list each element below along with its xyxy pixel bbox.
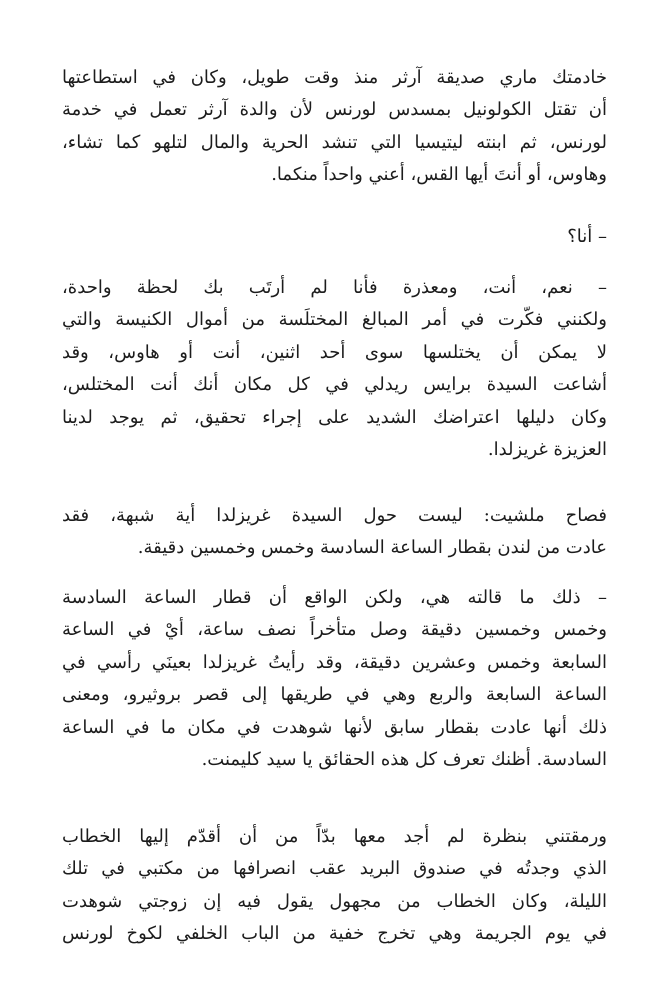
text-line: ذلك أنها عادت بقطار سابق لأنها شوهدت في مكان ما في الساعة: [62, 716, 607, 738]
text-line: – ذلك ما قالته هي، ولكن الواقع أن قطار الساعة السادسة: [62, 587, 607, 608]
paragraph-3: [62, 272, 607, 466]
text-line: أشاعت السيدة برايس ريدلي في كل مكان أنك أنت المختلس،: [62, 374, 607, 396]
text-line: السابعة وخمس وعشرين دقيقة، وقد رأيتُ غريزلدا بعينَي رأسي في: [62, 651, 607, 673]
text-line: الذي وجدتُه في صندوق البريد عقب انصرافها من مكتبي في تلك: [62, 858, 607, 880]
text-line: خادمتك ماري صديقة آرثر منذ وقت طويل، وكان في استطاعتها: [62, 67, 607, 88]
text-line: فصاح ملشيت: ليست حول السيدة غريزلدا أية شبهة، فقد: [62, 505, 607, 526]
text-line: ولكنني فكّرت في أمر المبالغ المختلَسة من أموال الكنيسة والتي: [62, 309, 607, 331]
paragraph-1: [62, 62, 607, 192]
text-line: وهاوس، أو أنتَ أيها القس، أعني واحداً منكما.: [271, 164, 607, 186]
text-line: الساعة السابعة والربع وهي في طريقها إلى قصر بروثيرو، ومعنى: [62, 684, 607, 706]
text-line: لورنس، ثم ابنته ليتيسيا التي تنشد الحرية والمال لتلهو كما تشاء،: [62, 131, 607, 153]
text-line: السادسة. أظنك تعرف كل هذه الحقائق يا سيد كليمنت.: [201, 748, 607, 770]
text-line: – أنا؟: [567, 226, 607, 247]
text-line: العزيزة غريزلدا.: [487, 438, 607, 460]
text-line: في يوم الجريمة وهي تخرج خفية من الباب الخلفي لكوخ لورنس: [62, 923, 607, 945]
paragraph-4: [62, 500, 607, 565]
text-line: ورمقتني بنظرة لم أجد معها بدّاً من أن أقدّم إليها الخطاب: [62, 826, 607, 847]
text-line: وكان دليلها اعتراضك الشديد على إجراء تحقيق، ثم يوجد لدينا: [62, 406, 607, 428]
text-line: وخمس وخمسين دقيقة وصل متأخراً نصف ساعة، أيْ في الساعة: [62, 619, 607, 641]
text-line: لا يمكن أن يختلسها سوى أحد اثنين، أنت أو هاوس، وقد: [62, 341, 607, 363]
text-line: – نعم، أنت، ومعذرة فأنا لم أرتَب بك لحظة واحدة،: [62, 277, 607, 298]
text-line: أن تقتل الكولونيل بمسدس لورنس لأن والدة آرثر تعمل في خدمة: [62, 99, 607, 121]
paragraph-2: [62, 221, 607, 253]
text-line: عادت من لندن بقطار الساعة السادسة وخمس وخمسين دقيقة.: [137, 537, 607, 559]
paragraph-6: [62, 821, 607, 951]
paragraph-5: [62, 582, 607, 776]
text-line: الليلة، وكان الخطاب من مجهول يقول فيه إن زوجتي شوهدت: [62, 890, 607, 912]
